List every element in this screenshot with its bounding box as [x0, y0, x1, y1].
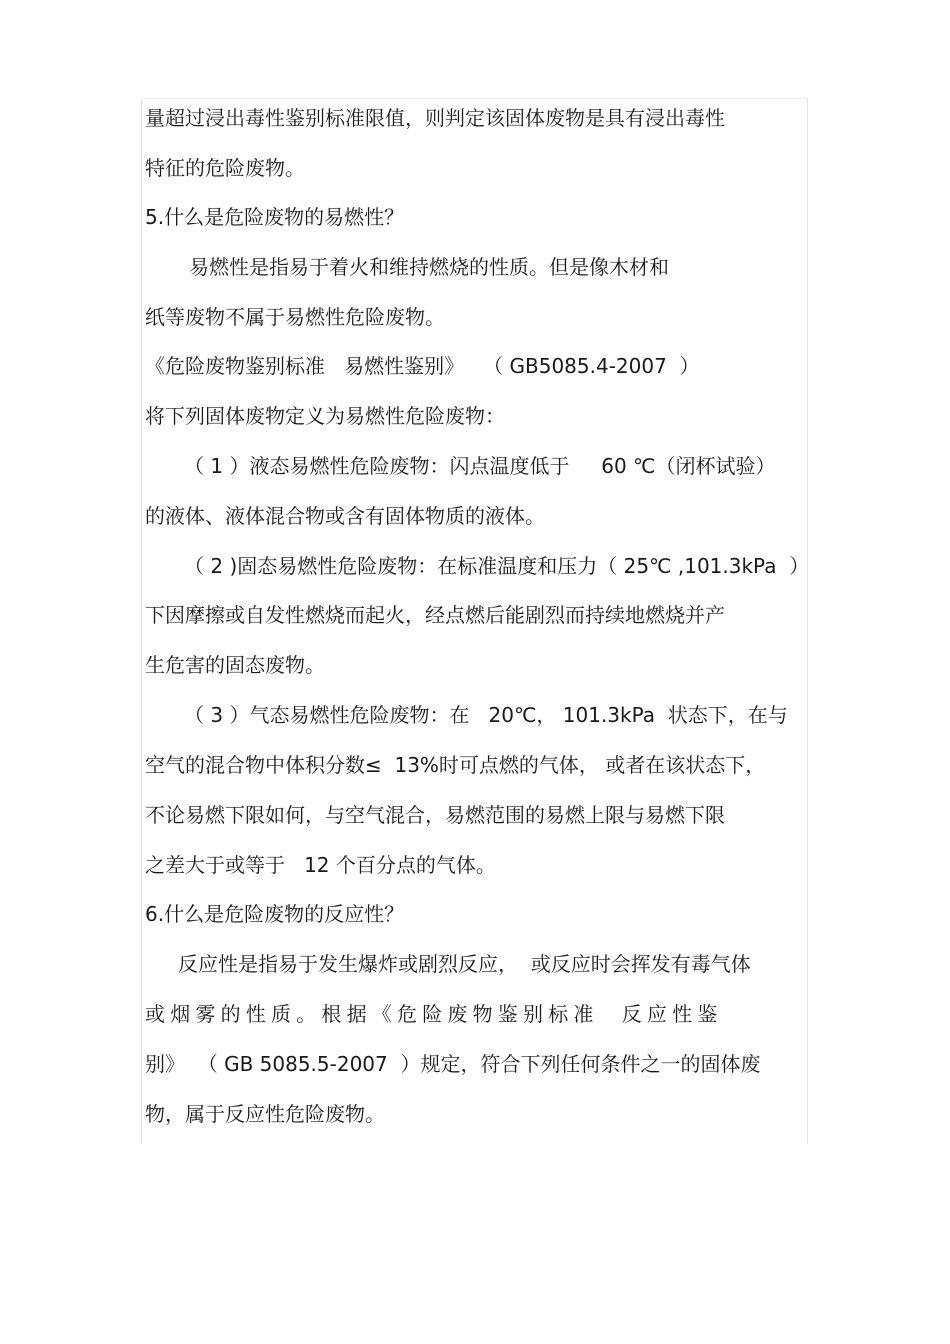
item-3-gas-cont-2: 不论易燃下限如何，与空气混合，易燃范围的易燃上限与易燃下限 — [145, 803, 725, 827]
heading-question-5: 5.什么是危险废物的易燃性？ — [145, 205, 405, 229]
paragraph-reactivity-def: 反应性是指易于发生爆炸或剧烈反应， 或反应时会挥发有毒气体 — [178, 952, 751, 976]
item-2-solid-cont-end: 生危害的固态废物。 — [145, 653, 325, 677]
heading-question-6: 6.什么是危险废物的反应性？ — [145, 902, 405, 926]
item-3-gas-cont-end: 之差大于或等于 12 个百分点的气体。 — [145, 853, 496, 877]
paragraph-flammability-def: 易燃性是指易于着火和维持燃烧的性质。但是像木材和 — [189, 255, 669, 279]
standard-reference-gb5085-5: 别》 （ GB 5085.5-2007 ）规定，符合下列任何条件之一的固体废 — [145, 1052, 761, 1076]
text-line-continuation-toxicity: 量超过浸出毒性鉴别标准限值，则判定该固体废物是具有浸出毒性 — [145, 106, 725, 130]
text-line-continuation-end: 特征的危险废物。 — [145, 156, 305, 180]
item-3-gas: （ 3 ）气态易燃性危险废物：在 20℃， 101.3kPa 状态下，在与 — [184, 703, 788, 727]
standard-reference-gb5085-4: 《危险废物鉴别标准 易燃性鉴别》 （ GB5085.4-2007 ） — [145, 354, 700, 378]
item-2-solid-cont: 下因摩擦或自发性燃烧而起火，经点燃后能剧烈而持续地燃烧并产 — [145, 603, 725, 627]
definition-intro: 将下列固体废物定义为易燃性危险废物： — [145, 404, 505, 428]
paragraph-reactivity-def-cont: 或烟雾的性质。根据《危险废物鉴别标准 反应性鉴 — [145, 1002, 723, 1026]
item-1-liquid: （ 1 ）液态易燃性危险废物：闪点温度低于 60 ℃（闭杯试验） — [184, 454, 776, 478]
item-3-gas-cont: 空气的混合物中体积分数≤ 13%时可点燃的气体， 或者在该状态下， — [145, 753, 766, 777]
paragraph-reactivity-end: 物，属于反应性危险废物。 — [145, 1102, 385, 1126]
item-2-solid: （ 2 )固态易燃性危险废物：在标准温度和压力（ 25℃ ,101.3kPa ） — [184, 554, 810, 578]
paragraph-flammability-def-cont: 纸等废物不属于易燃性危险废物。 — [145, 305, 445, 329]
item-1-liquid-cont: 的液体、液体混合物或含有固体物质的液体。 — [145, 504, 545, 528]
